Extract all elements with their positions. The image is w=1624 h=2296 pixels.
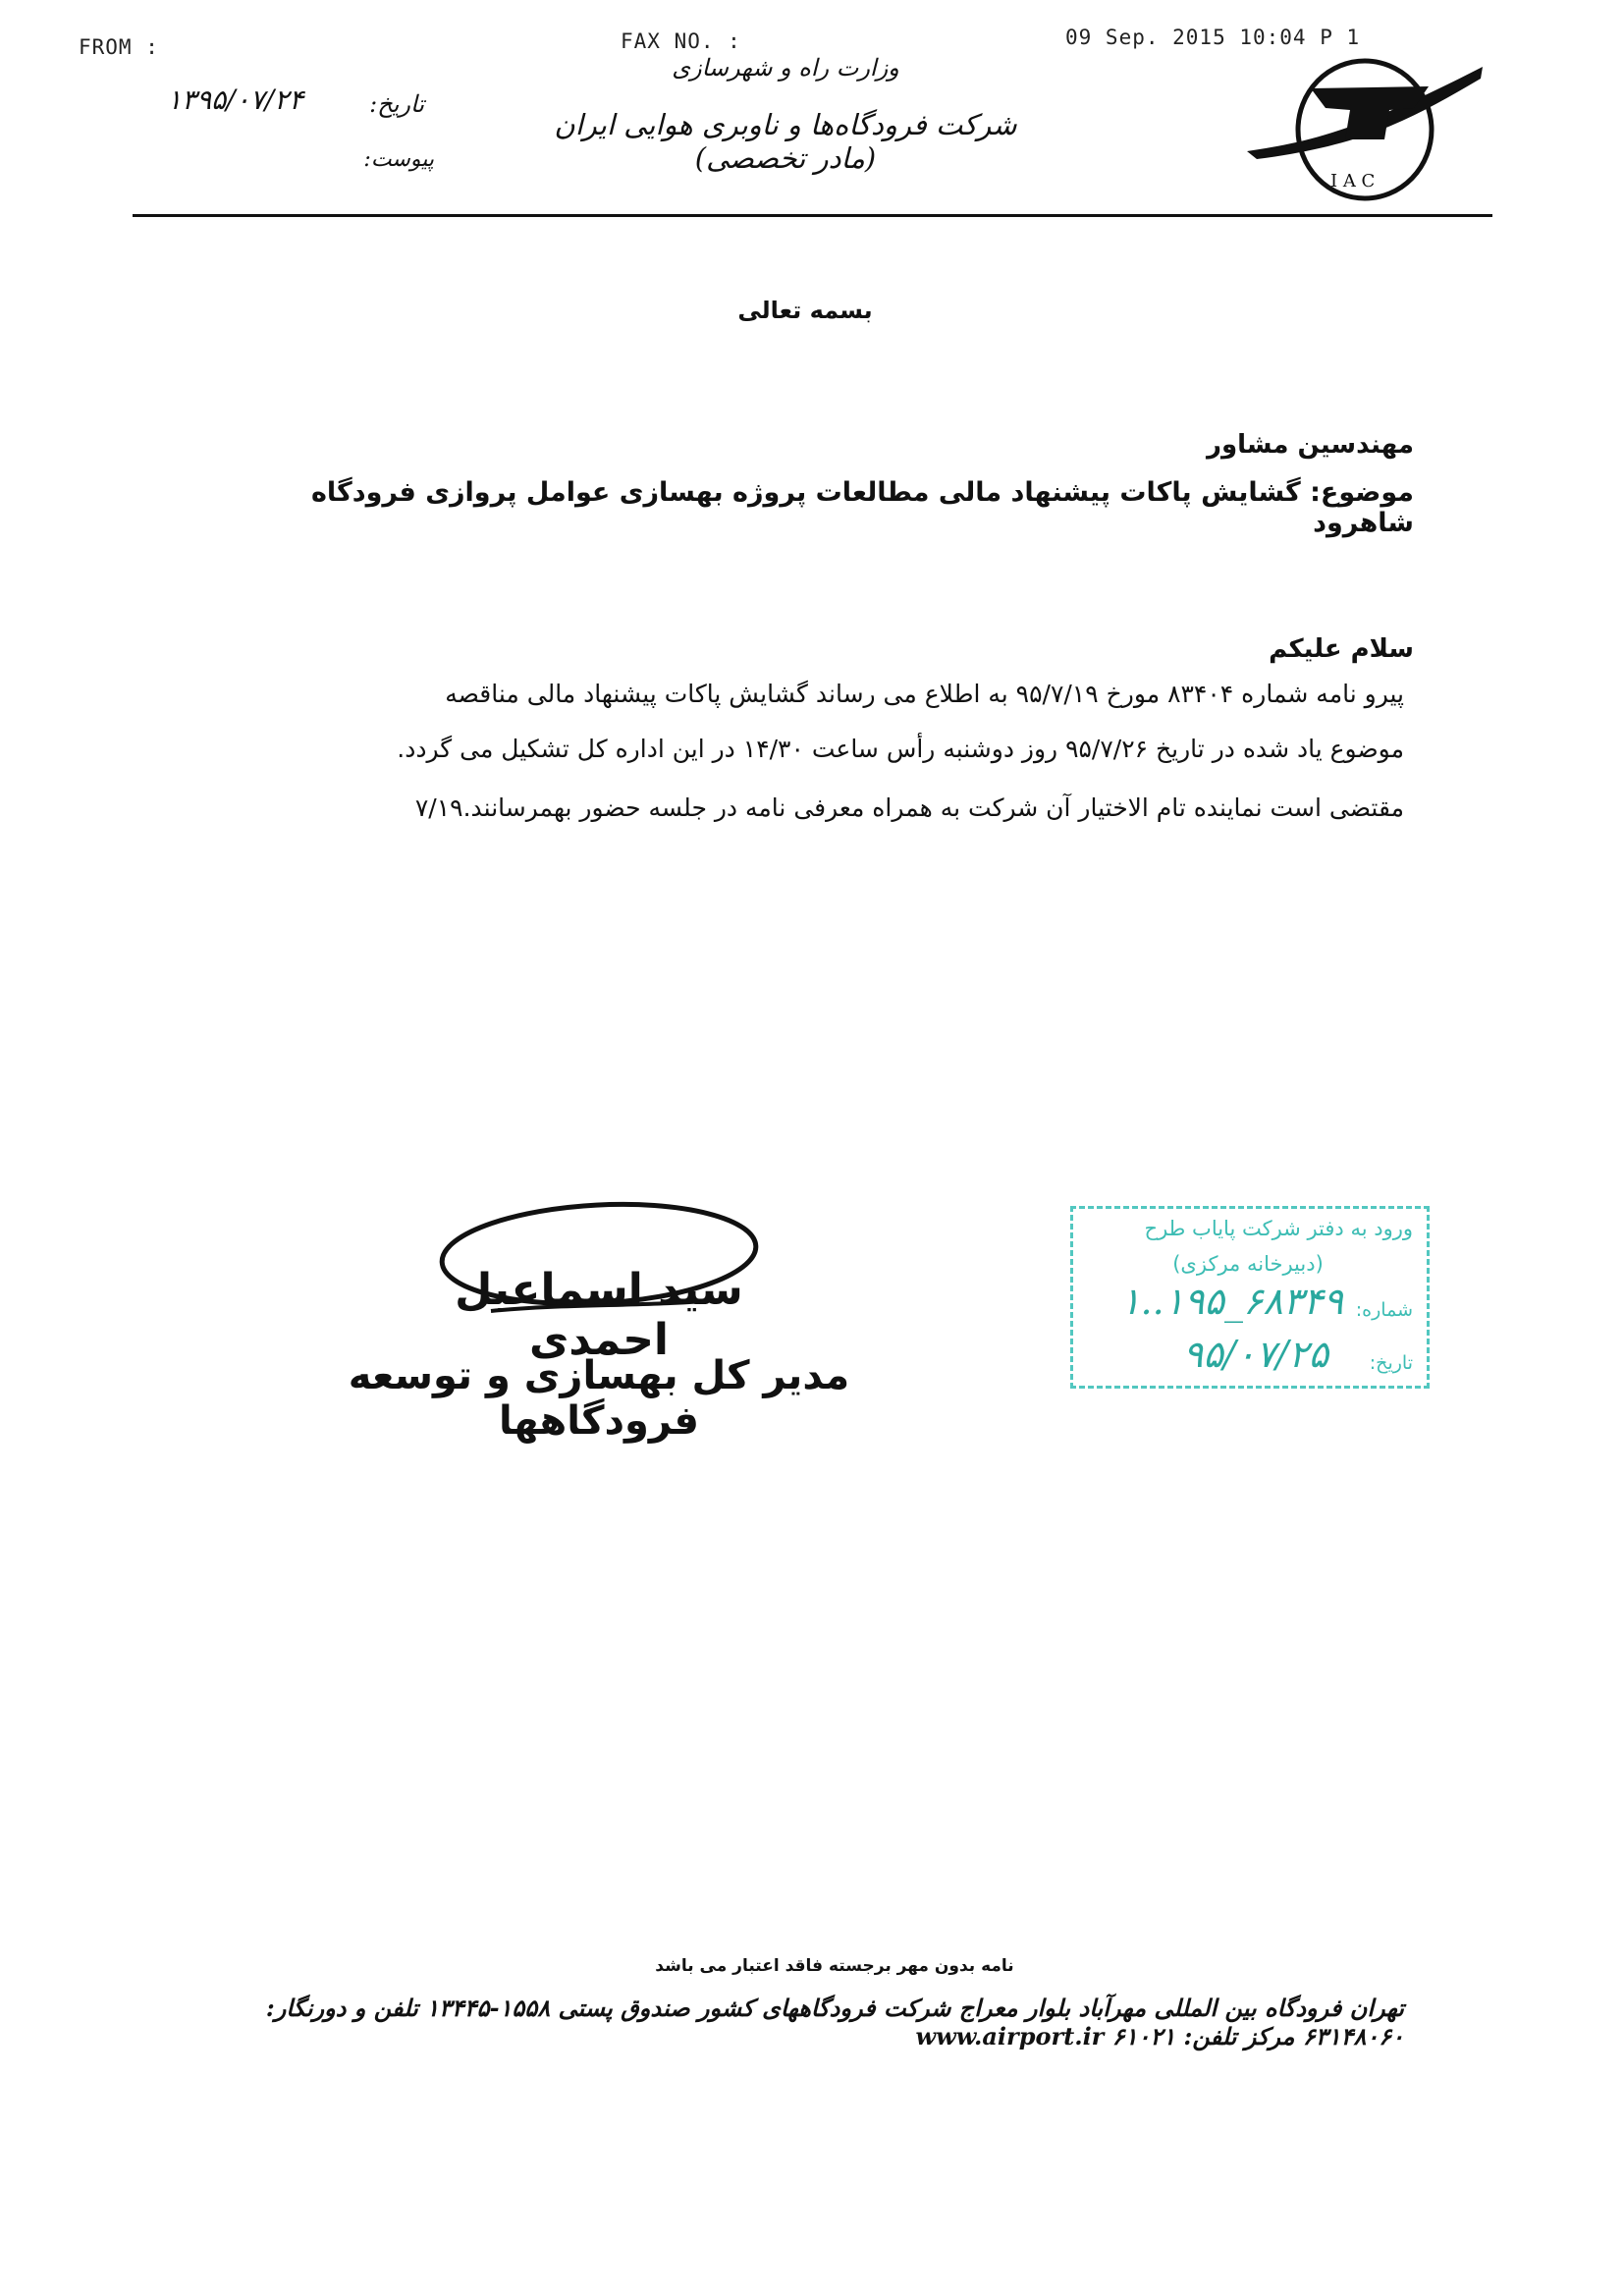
ministry-name: وزارت راه و شهرسازی [672,54,899,82]
basmala-heading: بسمه تعالی [737,297,873,324]
fax-timestamp: 09 Sep. 2015 10:04 P 1 [1065,26,1361,49]
stamp-date-value: ۹۵/۰۷/۲۵ [1182,1333,1328,1376]
header-divider [133,214,1492,217]
signatory-title: مدیر کل بهسازی و توسعه فرودگاهها [348,1353,850,1444]
fax-from-label: FROM : [79,35,159,59]
attachment-label: پیوست: [363,147,434,172]
date-label: تاریخ: [369,90,424,118]
signatory-name: سید اسماعیل احمدی [455,1265,743,1365]
fax-number-label: FAX NO. : [621,29,741,53]
iac-logo-icon [1218,49,1488,206]
greeting-line: سلام علیکم [1269,634,1414,664]
stamp-date-label: تاریخ: [1369,1352,1413,1374]
body-line: مقتضی است نماینده تام الاختیار آن شرکت به همراه معرفی نامه در جلسه حضور بهمرسانند.۷/۱۹ [414,793,1404,822]
receipt-stamp [1070,1206,1430,1389]
stamp-title: ورود به دفتر شرکت پایاب طرح [1144,1217,1413,1240]
stamp-number-label: شماره: [1355,1299,1413,1321]
recipient-line: مهندسین مشاور [1207,430,1414,460]
date-value: ۱۳۹۵/۰۷/۲۴ [167,83,304,116]
stamp-subtitle: (دبیرخانه مرکزی) [1172,1252,1324,1276]
footer-address: تهران فرودگاه بین المللی مهرآباد بلوار معراج شرکت فرودگاههای کشور صندوق پستی ۱۵۵۸-۱۳۴۴۵ تلفن و دورنگار: ۶۳۱۴۸۰۶۰ مرکز تلفن: ۶۱۰۲۱ www.airport.ir [265,1994,1404,2050]
body-line: موضوع یاد شده در تاریخ ۹۵/۷/۲۶ روز دوشنبه رأس ساعت ۱۴/۳۰ در این اداره کل تشکیل می گردد. [397,735,1404,763]
subject-line: موضوع: گشایش پاکات پیشنهاد مالی مطالعات پروژه بهسازی عوامل پروازی فرودگاه شاهرود [310,477,1414,538]
stamp-number-value: ۱..۱۹۵_۶۸۳۴۹ [1120,1280,1343,1323]
company-name: شرکت فرودگاه‌ها و ناوبری هوایی ایران (مادر تخصصی) [554,108,1017,175]
footer-note: نامه بدون مهر برجسته فاقد اعتبار می باشد [655,1956,1014,1976]
logo-text: I A C [1330,171,1376,191]
body-line: پیرو نامه شماره ۸۳۴۰۴ مورخ ۹۵/۷/۱۹ به اطلاع می رساند گشایش پاکات پیشنهاد مالی مناقصه [445,680,1404,708]
